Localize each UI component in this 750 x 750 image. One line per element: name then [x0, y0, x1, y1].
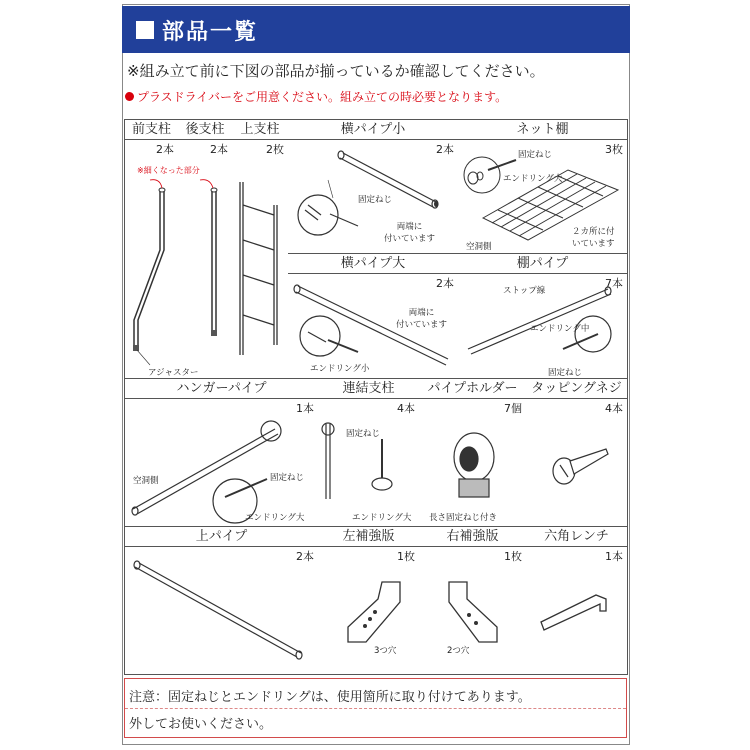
part-name: 六角レンチ [526, 527, 627, 547]
part-name: ハンガーパイプ [125, 379, 318, 399]
screw-drawing [526, 379, 628, 528]
part-name: 左補強版 [318, 527, 419, 547]
hex-wrench-drawing [526, 527, 628, 676]
part-name: 前支柱 [125, 120, 178, 140]
part-qty: 2本 [210, 143, 228, 156]
part-qty: 2本 [436, 143, 454, 156]
both-ends-label: 両端に 付いています [384, 222, 436, 244]
thin-part-note: ※細くなった部分 [137, 166, 200, 175]
end-ring-label: エンドリング大 [503, 174, 563, 184]
pipe-holder-drawing [419, 379, 527, 528]
holes-label: 2つ穴 [447, 646, 470, 656]
part-name: 横パイプ小 [288, 120, 458, 140]
hollow-side-label: 空洞側 [133, 476, 159, 486]
part-qty: 7本 [605, 277, 623, 290]
part-hanger-pipe [124, 378, 319, 527]
part-net-shelf [458, 119, 628, 274]
part-top-post [232, 119, 289, 379]
part-qty: 4本 [397, 402, 415, 415]
end-ring-label: エンドリング大 [245, 513, 305, 523]
left-bracket-drawing [318, 527, 420, 676]
part-side-pipe-small [288, 119, 459, 274]
part-qty: 3枚 [605, 143, 623, 156]
part-qty: 2枚 [266, 143, 284, 156]
two-places-label: ２カ所に付 いています [572, 227, 615, 249]
part-hex-wrench [526, 526, 628, 675]
part-name: 右補強版 [419, 527, 526, 547]
part-name: 上パイプ [125, 527, 318, 547]
part-shelf-pipe [458, 253, 628, 379]
part-name: 後支柱 [178, 120, 232, 140]
top-pipe-drawing [125, 527, 320, 676]
part-name: 上支柱 [232, 120, 288, 140]
hollow-side-label: 空洞側 [466, 242, 492, 252]
part-name: タッピングネジ [526, 379, 627, 399]
intro-text: ※組み立て前に下図の部品が揃っているか確認してください。 [127, 62, 545, 80]
part-qty: 2本 [296, 550, 314, 563]
both-ends-label: 両端に 付いています [396, 308, 448, 330]
caution-note [124, 678, 627, 738]
adjuster-label: アジャスター [148, 368, 199, 378]
part-qty: 1本 [605, 550, 623, 563]
part-name: ネット棚 [458, 120, 627, 140]
part-right-bracket [419, 526, 527, 675]
part-top-pipe [124, 526, 319, 675]
part-qty: 2本 [156, 143, 174, 156]
holes-label: 3つ穴 [374, 646, 397, 656]
screw-label: 固定ねじ [518, 150, 553, 160]
part-tapping-screw [526, 378, 628, 527]
part-name: パイプホルダー [419, 379, 526, 399]
part-qty: 4本 [605, 402, 623, 415]
screw-label: 固定ねじ [548, 368, 583, 378]
part-joint-post [318, 378, 420, 527]
note-line-2: 外してお使いください。 [129, 717, 273, 732]
part-name: 棚パイプ [458, 254, 627, 274]
part-qty: 2本 [436, 277, 454, 290]
part-qty: 1枚 [397, 550, 415, 563]
warning-label: プラスドライバーをご用意ください。組み立ての時必要となります。 [137, 90, 508, 104]
part-pipe-holder [419, 378, 527, 527]
screw-label: 固定ねじ [346, 429, 381, 439]
screw-label: 固定ねじ [270, 473, 305, 483]
holder-note-label: 長さ固定ねじ付き [429, 513, 498, 523]
shelf-pipe-drawing [458, 254, 628, 380]
end-ring-label: エンドリング小 [310, 364, 370, 374]
top-post-drawing [232, 120, 289, 380]
part-qty: 1本 [296, 402, 314, 415]
part-side-pipe-large [288, 253, 459, 379]
note-divider [125, 708, 626, 709]
stop-line-label: ストップ線 [503, 286, 546, 296]
part-qty: 7個 [504, 402, 522, 415]
screw-label: 固定ねじ [358, 195, 393, 205]
page-title: 部品一覧 [162, 20, 259, 45]
joint-post-drawing [318, 379, 420, 528]
end-ring-label: エンドリング中 [530, 324, 590, 334]
end-ring-label: エンドリング大 [352, 513, 412, 523]
right-bracket-drawing [419, 527, 527, 676]
part-qty: 1枚 [504, 550, 522, 563]
hanger-pipe-drawing [125, 379, 320, 528]
note-line-1: 注意：固定ねじとエンドリングは、使用箇所に取り付けてあります。 [129, 690, 531, 705]
part-name: 横パイプ大 [288, 254, 458, 274]
part-name: 連結支柱 [318, 379, 419, 399]
part-left-bracket [318, 526, 420, 675]
